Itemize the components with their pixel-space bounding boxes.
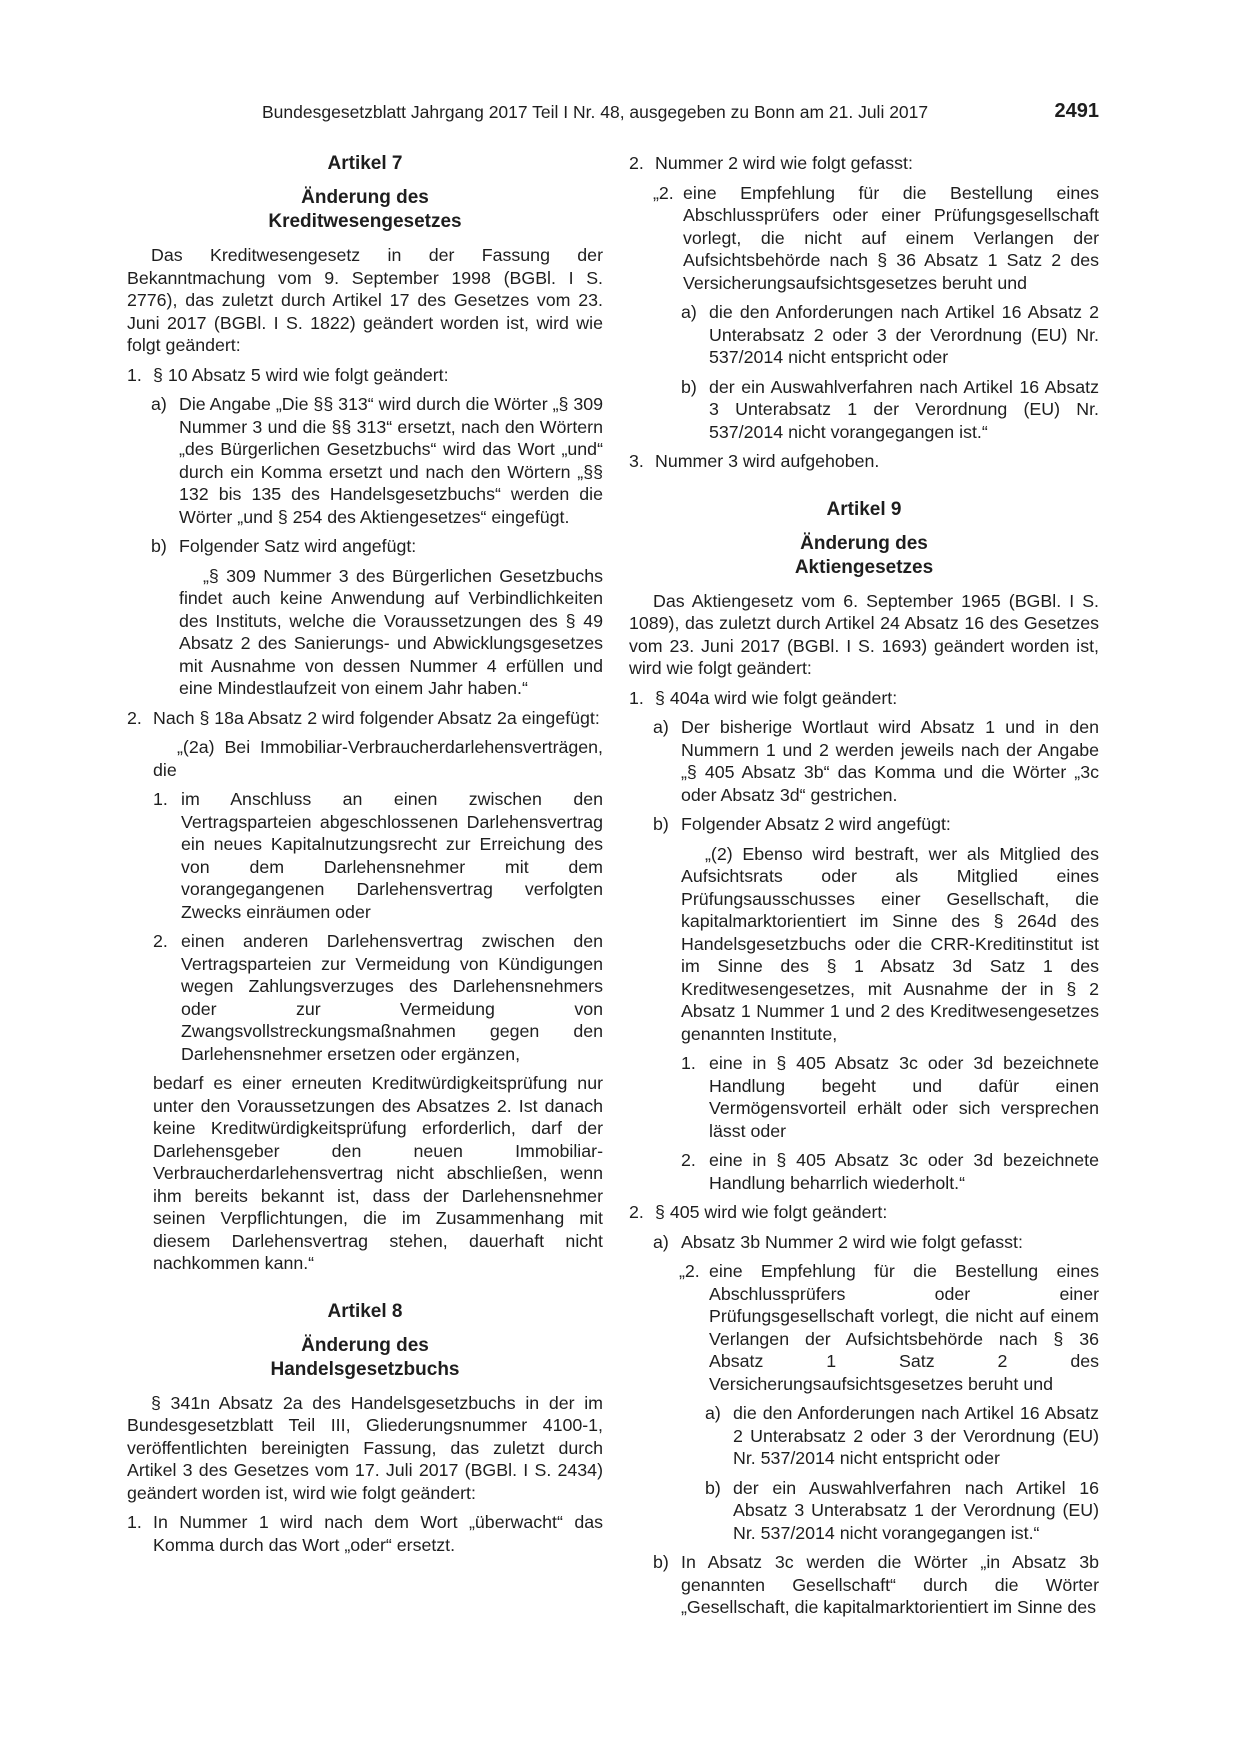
- item-letter: b): [653, 814, 669, 834]
- article-9-item-1b: [629, 813, 1099, 836]
- article-8-heading: Artikel 8: [327, 1300, 403, 1322]
- quote-item-2: [153, 930, 603, 1065]
- article-9-item-2a-quote: [629, 1260, 1099, 1395]
- item-letter: a): [653, 717, 669, 737]
- article-9-item-1b-quote: [629, 843, 1099, 1195]
- article-8-item-3: [629, 450, 1099, 473]
- item-text: einen anderen Darlehensvertrag zwischen den Vertragsparteien zur Vermeidung von Kündigungen wegen Zahlungsverzuges des Darlehensnehmers oder zur Vermeidung von Zwangsvollstreckungsmaßnahmen gegen den Darlehensnehmer ersetzen oder ergänzen,: [181, 931, 603, 1064]
- article-8-intro: § 341n Absatz 2a des Handelsgesetzbuchs in der im Bundesgesetzblatt Teil III, Gliederungsnummer 4100-1, veröffentlichten bereinigten Fassung, das zuletzt durch Artikel 3 des Gesetzes vom 17. Juli 2017 (BGBl. I S. 2434) geändert worden ist, wird wie folgt geändert:: [127, 1392, 603, 1503]
- item-text: der ein Auswahlverfahren nach Artikel 16 Absatz 3 Unterabsatz 1 der Verordnung (EU) Nr. 537/2014 nicht vorangegangen ist.“: [733, 1477, 1099, 1543]
- item-text: im Anschluss an einen zwischen den Vertragsparteien abgeschlossenen Darlehensvertrag ein neues Kapitalnutzungsrecht zur Erreichung des von dem Darlehensnehmer mit dem vorangegangenen Darlehensvertrag verfolgten Zwecks einräumen oder: [181, 789, 603, 922]
- left-column: [127, 152, 603, 1563]
- quote-item-2: [681, 1149, 1099, 1194]
- article-9-title-line-2: Aktiengesetzes: [794, 556, 934, 578]
- item-text: In Absatz 3c werden die Wörter „in Absatz 3b genannten Gesellschaft“ durch die Wörter „Gesellschaft, die kapitalmarktorientiert im Sinne des: [681, 1552, 1099, 1617]
- item-letter: b): [681, 376, 697, 397]
- article-7-item-2: [127, 707, 603, 730]
- article-7-heading: Artikel 7: [327, 153, 403, 174]
- article-7-item-1a: [127, 393, 603, 528]
- item-number: 1.: [127, 1512, 142, 1532]
- item-letter: b): [653, 1552, 669, 1572]
- quote-text: „(2) Ebenso wird bestraft, wer als Mitglied des Aufsichtsrats oder als Mitglied eines Prüfungsausschusses einer Gesellschaft, die kapitalmarktorientiert im Sinne des § 264d des Handelsgesetzbuchs oder die CRR-Kreditinstitut ist im Sinne des § 1 Absatz 3d Satz 1 des Kreditwesengesetzes, mit Ausnahme der in § 2 Absatz 1 Nummer 1 und 2 des Kreditwesengesetzes genannten Institute,: [681, 843, 1099, 1044]
- item-letter: b): [705, 1477, 721, 1498]
- item-text: Nummer 3 wird aufgehoben.: [655, 451, 880, 471]
- item-text: Der bisherige Wortlaut wird Absatz 1 und in den Nummern 1 und 2 werden jeweils nach der Angabe „§ 405 Absatz 3b“ das Komma und die Wörter „3c oder Absatz 3d“ gestrichen.: [681, 717, 1099, 805]
- item-number: 2.: [629, 153, 644, 173]
- item-letter: a): [705, 1403, 721, 1423]
- article-9-title-line-1: Änderung des: [800, 532, 928, 554]
- item-text: eine in § 405 Absatz 3c oder 3d bezeichnete Handlung beharrlich wiederholt.“: [709, 1150, 1099, 1193]
- article-7-title-line-1: Änderung des: [301, 187, 429, 208]
- article-9-item-1: [629, 687, 1099, 710]
- right-column: [629, 152, 1099, 1626]
- item-number: 2.: [681, 1150, 696, 1170]
- item-letter: a): [151, 394, 167, 414]
- item-text: § 10 Absatz 5 wird wie folgt geändert:: [153, 364, 449, 385]
- article-9-item-2: [629, 1201, 1099, 1224]
- article-9-item-2a-quote-b: [629, 1477, 1099, 1545]
- item-number: 2.: [127, 707, 142, 728]
- item-number: 1.: [153, 789, 168, 809]
- quote-text: „§ 309 Nummer 3 des Bürgerlichen Gesetzbuchs findet auch keine Anwendung auf Verbindlichkeiten des Instituts, welche die Voraussetzungen des § 49 Absatz 2 des Sanierungs- und Abwicklungsgesetzes mit Ausnahme von dessen Nummer 4 erfüllen und eine Mindestlaufzeit von einem Jahr haben.“: [179, 565, 603, 698]
- article-8-item-2-quote-b: [629, 376, 1099, 444]
- article-9-item-2b: [629, 1551, 1099, 1619]
- page-header: [262, 100, 1099, 126]
- page-number: 2491: [1054, 100, 1099, 122]
- item-text: Folgender Absatz 2 wird angefügt:: [681, 814, 951, 834]
- item-text: § 404a wird wie folgt geändert:: [655, 687, 898, 708]
- article-8-item-1: [127, 1511, 603, 1556]
- article-8-title-line-1: Änderung des: [301, 1334, 429, 1356]
- article-9-item-1a: [629, 716, 1099, 806]
- article-7-title-line-2: Kreditwesengesetzes: [268, 211, 462, 232]
- article-7-intro: Das Kreditwesengesetz in der Fassung der Bekanntmachung vom 9. September 1998 (BGBl. I S. 2776), das zuletzt durch Artikel 17 des Gesetzes vom 23. Juni 2017 (BGBl. I S. 1822) geändert worden ist, wird wie folgt geändert:: [127, 245, 603, 355]
- article-7-item-2-quote: [127, 736, 603, 1275]
- quote-tail: bedarf es einer erneuten Kreditwürdigkeitsprüfung nur unter den Voraussetzungen des Absatzes 2. Ist danach keine Kreditwürdigkeitsprüfung erforderlich, darf der Darlehensgeber den neuen Immobiliar-Verbraucherdarlehensvertrag nicht abschließen, wenn ihm bereits bekannt ist, dass der Darlehensnehmer seinen Verpflichtungen, die im Zusammenhang mit diesem Darlehensvertrag stehen, dauerhaft nicht nachkommen kann.“: [153, 1073, 603, 1273]
- item-text: die den Anforderungen nach Artikel 16 Absatz 2 Unterabsatz 2 oder 3 der Verordnung (EU) Nr. 537/2014 nicht entspricht oder: [733, 1403, 1099, 1468]
- quote-item-1: [153, 788, 603, 923]
- quote-item-number: „2.: [679, 1261, 700, 1281]
- item-number: 1.: [127, 364, 142, 385]
- item-text: eine in § 405 Absatz 3c oder 3d bezeichnete Handlung begeht und dafür einen Vermögensvorteil erhält oder sich versprechen lässt oder: [709, 1053, 1099, 1141]
- article-8-title-line-2: Handelsgesetzbuchs: [270, 1358, 460, 1380]
- article-7-item-1: [127, 364, 603, 387]
- quote-item-number: „2.: [653, 182, 674, 203]
- article-8-title: [127, 1334, 603, 1382]
- item-text: eine Empfehlung für die Bestellung eines Abschlussprüfers oder einer Prüfungsgesellschaft vorlegt, die nicht auf einem Verlangen der Aufsichtsbehörde nach § 36 Absatz 1 Satz 2 des Versicherungsaufsichtsgesetzes beruht und: [683, 182, 1099, 293]
- item-text: In Nummer 1 wird nach dem Wort „überwacht“ das Komma durch das Wort „oder“ ersetzt.: [153, 1512, 603, 1555]
- article-9-item-2a-quote-a: [629, 1402, 1099, 1470]
- article-7-item-1b: [127, 535, 603, 558]
- quote-text: „(2a) Bei Immobiliar-Verbraucherdarlehensverträgen, die: [153, 737, 603, 780]
- article-8-item-2: [629, 152, 1099, 175]
- article-8-item-2-quote-a: [629, 301, 1099, 369]
- item-text: Nach § 18a Absatz 2 wird folgender Absatz 2a eingefügt:: [153, 707, 600, 728]
- item-text: Nummer 2 wird wie folgt gefasst:: [655, 153, 913, 173]
- item-text: Folgender Satz wird angefügt:: [179, 536, 417, 556]
- item-number: 2.: [629, 1202, 644, 1222]
- item-text: Absatz 3b Nummer 2 wird wie folgt gefasst:: [681, 1231, 1023, 1252]
- article-9-intro: Das Aktiengesetz vom 6. September 1965 (BGBl. I S. 1089), das zuletzt durch Artikel 24 Absatz 16 des Gesetzes vom 23. Juni 2017 (BGBl. I S. 1693) geändert worden ist, wird wie folgt geändert:: [629, 590, 1099, 678]
- item-text: Die Angabe „Die §§ 313“ wird durch die Wörter „§ 309 Nummer 3 und die §§ 313“ ersetzt, nach den Wörtern „des Bürgerlichen Gesetzbuchs“ wird das Wort „und“ durch ein Komma ersetzt und nach den Wörtern „§§ 132 bis 135 des Handelsgesetzbuchs“ werden die Wörter „und § 254 des Aktiengesetzes“ eingefügt.: [179, 394, 604, 527]
- article-7-item-1b-quote: [127, 565, 603, 700]
- item-letter: b): [151, 536, 167, 556]
- running-title: Bundesgesetzblatt Jahrgang 2017 Teil I Nr. 48, ausgegeben zu Bonn am 21. Juli 2017: [262, 102, 929, 122]
- quote-item-1: [681, 1052, 1099, 1142]
- item-text: § 405 wird wie folgt geändert:: [655, 1202, 888, 1222]
- item-text: der ein Auswahlverfahren nach Artikel 16 Absatz 3 Unterabsatz 1 der Verordnung (EU) Nr. 537/2014 nicht vorangegangen ist.“: [709, 376, 1099, 442]
- item-number: 1.: [681, 1053, 696, 1073]
- article-9-heading: Artikel 9: [826, 498, 902, 520]
- item-number: 2.: [153, 931, 168, 951]
- item-number: 1.: [629, 687, 644, 708]
- article-9-title: [629, 532, 1099, 580]
- item-letter: a): [653, 1231, 669, 1252]
- item-text: die den Anforderungen nach Artikel 16 Absatz 2 Unterabsatz 2 oder 3 der Verordnung (EU) Nr. 537/2014 nicht entspricht oder: [709, 302, 1099, 367]
- article-7-title: [127, 186, 603, 234]
- item-letter: a): [681, 302, 697, 322]
- item-number: 3.: [629, 451, 644, 471]
- article-9-item-2a: [629, 1231, 1099, 1254]
- item-text: eine Empfehlung für die Bestellung eines Abschlussprüfers oder einer Prüfungsgesellschaft vorlegt, die nicht auf einem Verlangen der Aufsichtsbehörde nach § 36 Absatz 1 Satz 2 des Versicherungsaufsichtsgesetzes beruht und: [709, 1261, 1099, 1394]
- article-8-item-2-quote: [629, 182, 1099, 295]
